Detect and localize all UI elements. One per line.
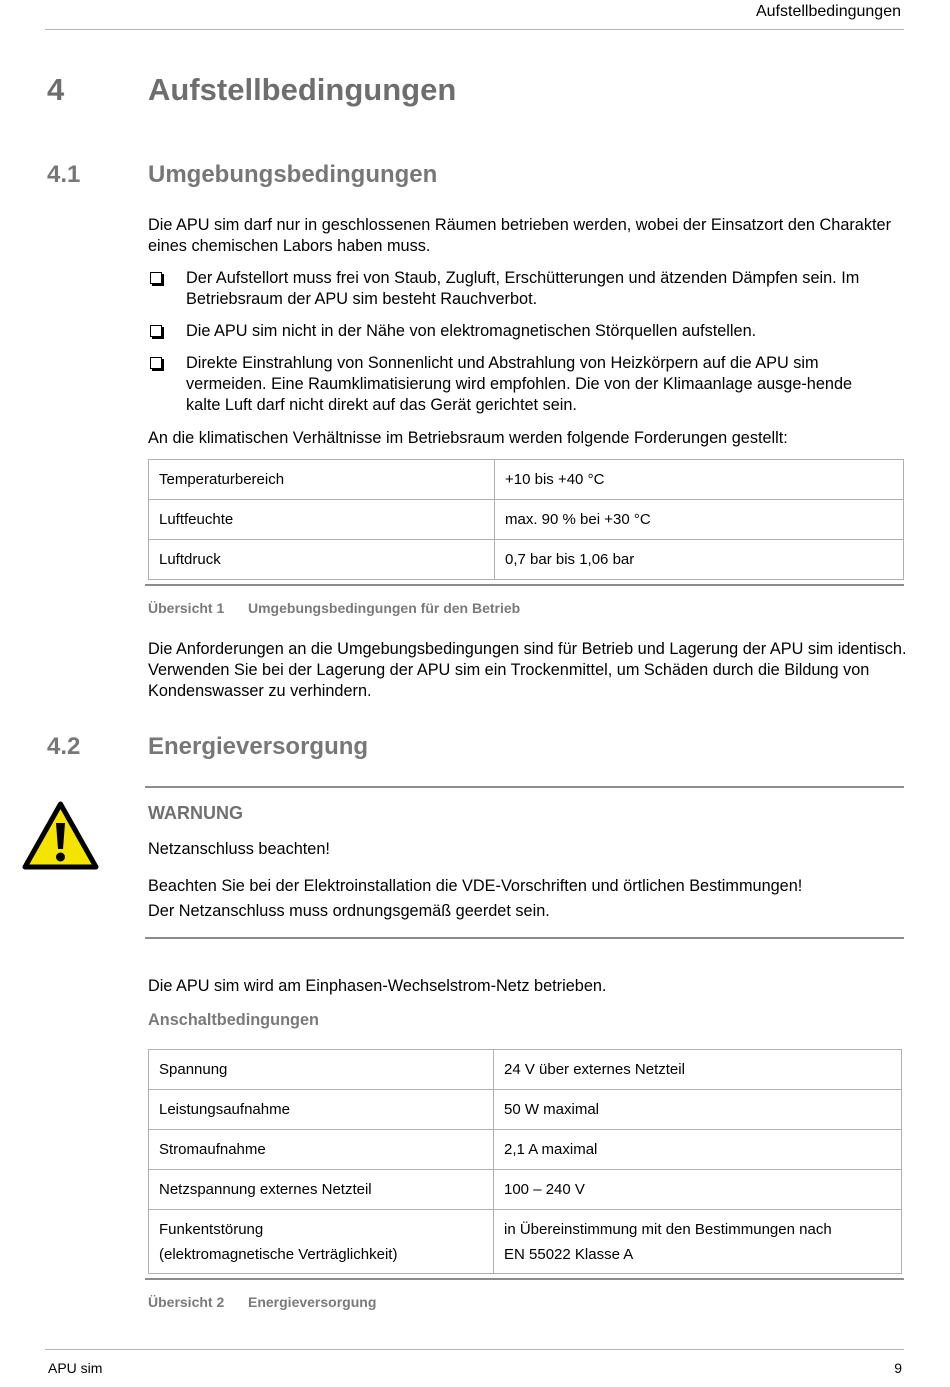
footer-product: APU sim bbox=[48, 1360, 103, 1376]
paragraph: Die APU sim darf nur in geschlossenen Räumen betrieben werden, wobei der Einsatzort den Charakter eines chemischen Labors haben muss. bbox=[148, 216, 891, 255]
warning-bottom-rule bbox=[145, 937, 904, 939]
bullet-item: Die APU sim nicht in der Nähe von elektromagnetischen Störquellen aufstellen. bbox=[186, 322, 757, 340]
table-row bbox=[149, 1050, 902, 1090]
warning-line: Beachten Sie bei der Elektroinstallation die VDE-Vorschriften und örtlichen Bestimmungen! bbox=[148, 877, 803, 895]
table-bottom-rule bbox=[145, 584, 904, 586]
cell-line: EN 55022 Klasse A bbox=[504, 1245, 634, 1263]
section-number: 4.2 bbox=[47, 733, 81, 760]
table-cell-label: Stromaufnahme bbox=[149, 1130, 494, 1170]
section-title: Umgebungsbedingungen bbox=[148, 161, 438, 188]
warning-line: Der Netzanschluss muss ordnungsgemäß geerdet sein. bbox=[148, 902, 550, 920]
table-cell-label: Luftdruck bbox=[149, 540, 495, 580]
footer-rule bbox=[45, 1349, 904, 1350]
table-cell-label: Netzspannung externes Netzteil bbox=[149, 1170, 494, 1210]
table-row bbox=[149, 540, 904, 580]
power-table bbox=[148, 1049, 902, 1274]
warning-triangle-icon bbox=[22, 801, 99, 871]
table-row bbox=[149, 460, 904, 500]
table-row bbox=[149, 1210, 902, 1274]
chapter-title: Aufstellbedingungen bbox=[148, 72, 457, 107]
warning-title: WARNUNG bbox=[148, 803, 243, 823]
checkbox-bullet-icon bbox=[150, 321, 166, 337]
sub-heading: Anschaltbedingungen bbox=[148, 1011, 319, 1029]
table-cell-value: 100 – 240 V bbox=[494, 1170, 902, 1210]
table-cell-value: 50 W maximal bbox=[494, 1090, 902, 1130]
chapter-number: 4 bbox=[47, 72, 65, 107]
section-number: 4.1 bbox=[47, 161, 81, 188]
table-bottom-rule bbox=[145, 1278, 904, 1280]
warning-subtitle: Netzanschluss beachten! bbox=[148, 840, 330, 858]
running-header: Aufstellbedingungen bbox=[755, 3, 901, 20]
table-row bbox=[149, 500, 904, 540]
paragraph: Die APU sim wird am Einphasen-Wechselstrom-Netz betrieben. bbox=[148, 977, 607, 995]
table-cell-value bbox=[494, 1210, 902, 1274]
section-title: Energieversorgung bbox=[148, 733, 369, 760]
climate-table bbox=[148, 459, 904, 580]
paragraph: An die klimatischen Verhältnisse im Betriebsraum werden folgende Forderungen gestellt: bbox=[148, 429, 788, 447]
cell-line: (elektromagnetische Verträglichkeit) bbox=[159, 1245, 398, 1263]
header-rule bbox=[45, 29, 904, 30]
page-number: 9 bbox=[894, 1360, 902, 1376]
table-cell-label: Spannung bbox=[149, 1050, 494, 1090]
caption-text: Umgebungsbedingungen für den Betrieb bbox=[248, 600, 521, 616]
table-cell-label: Leistungsaufnahme bbox=[149, 1090, 494, 1130]
warning-body bbox=[148, 874, 908, 924]
table-row bbox=[149, 1090, 902, 1130]
cell-line: in Übereinstimmung mit den Bestimmungen nach bbox=[504, 1220, 832, 1238]
bullet-item: Direkte Einstrahlung von Sonnenlicht und Abstrahlung von Heizkörpern auf die APU sim vermeiden. Eine Raumklimatisierung wird empfohlen. Die von der Klimaanlage ausge-hende kalte Luft darf nicht direkt auf das Gerät gerichtet sein. bbox=[186, 354, 853, 414]
table-cell-value: +10 bis +40 °C bbox=[495, 460, 904, 500]
table-row bbox=[149, 1170, 902, 1210]
caption-number: Übersicht 2 bbox=[148, 1294, 225, 1310]
checkbox-bullet-icon bbox=[150, 353, 166, 369]
table-cell-value: max. 90 % bei +30 °C bbox=[495, 500, 904, 540]
checkbox-bullet-icon bbox=[150, 268, 166, 284]
table-cell-value: 24 V über externes Netzteil bbox=[494, 1050, 902, 1090]
caption-text: Energieversorgung bbox=[248, 1294, 377, 1310]
bullet-item: Der Aufstellort muss frei von Staub, Zugluft, Erschütterungen und ätzenden Dämpfen sein. Im Betriebsraum der APU sim besteht Rauchverbot. bbox=[186, 269, 860, 308]
table-cell-label: Temperaturbereich bbox=[149, 460, 495, 500]
table-cell-value: 2,1 A maximal bbox=[494, 1130, 902, 1170]
cell-line: Funkentstörung bbox=[159, 1220, 264, 1238]
table-cell-label: Luftfeuchte bbox=[149, 500, 495, 540]
table-cell-value: 0,7 bar bis 1,06 bar bbox=[495, 540, 904, 580]
table-cell-label bbox=[149, 1210, 494, 1274]
paragraph: Die Anforderungen an die Umgebungsbedingungen sind für Betrieb und Lagerung der APU sim identisch. Verwenden Sie bei der Lagerung der APU sim ein Trockenmittel, um Schäden durch die Bildung von Kondenswasser zu verhindern. bbox=[148, 640, 907, 700]
caption-number: Übersicht 1 bbox=[148, 600, 225, 616]
warning-top-rule bbox=[145, 786, 904, 788]
table-row bbox=[149, 1130, 902, 1170]
